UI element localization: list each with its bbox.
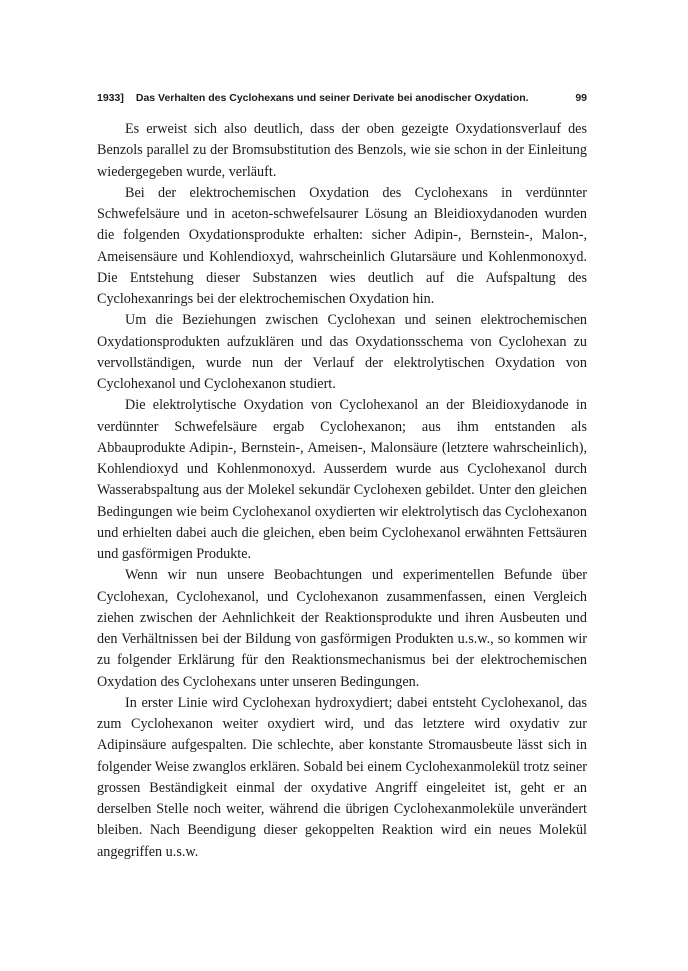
header-year: 1933] — [97, 92, 124, 104]
paragraph: Bei der elektrochemischen Oxydation des Cyclohexans in verdünnter Schwefelsäure und in aceton-schwefelsaurer Lösung an Bleidioxydanoden wurden die folgenden Oxydationsprodukte erhalten: sicher Adipin-, Bernstein-, Malon-, Ameisensäure und Kohlendioxyd, wahrscheinlich Glutarsäure und Kohlenmonoxyd. Die Entstehung dieser Substanzen wies deutlich auf die Aufspaltung des Cyclohexanrings bei der elektrochemischen Oxydation hin. — [97, 184, 587, 307]
body-text — [97, 119, 587, 863]
running-title: Das Verhalten des Cyclohexans und seiner Derivate bei anodischer Oxydation. — [135, 92, 529, 104]
paragraph: Die elektrolytische Oxydation von Cyclohexanol an der Bleidioxydanode in verdünnter Schwefelsäure ergab Cyclohexanon; aus ihm entstanden als Abbauprodukte Adipin-, Bernstein-, Ameisen-, Malonsäure (letztere wahrscheinlich), Kohlendioxyd und Kohlenmonoxyd. Ausserdem wurde aus Cyclohexanol durch Wasserabspaltung aus der Molekel sekundär Cyclohexen gebildet. Unter den gleichen Bedingungen wie beim Cyclohexanol oxydierten wir elektrolytisch das Cyclohexanon und erhielten dabei auch die gleichen, eben beim Cyclohexanol erwähnten Fettsäuren und gasförmigen Produkte. — [97, 397, 587, 562]
paragraph: In erster Linie wird Cyclohexan hydroxydiert; dabei entsteht Cyclohexanol, das zum Cyclohexanon weiter oxydiert wird, und das letztere wird oxydativ zur Adipinsäure aufgespalten. Die schlechte, aber konstante Stromausbeute lässt sich in folgender Weise zwanglos erklären. Sobald bei einem Cyclohexanmolekül trotz seiner grossen Beständigkeit einmal der oxydative Angriff eingeleitet ist, geht er an derselben Stelle noch weiter, während die übrigen Cyclohexanmoleküle unverändert bleiben. Nach Beendigung dieser gekoppelten Reaktion wird ein neues Molekül angegriffen u.s.w. — [97, 694, 587, 860]
running-header — [97, 92, 587, 112]
paragraph: Wenn wir nun unsere Beobachtungen und experimentellen Befunde über Cyclohexan, Cyclohexanol, und Cyclohexanon zusammenfassen, einen Vergleich ziehen zwischen der Aehnlichkeit der Reaktionsprodukte und ihren Ausbeuten und den Verhältnissen bei der Bildung von gasförmigen Produkten u.s.w., so kommen wir zu folgender Erklärung für den Reaktionsmechanismus bei der elektrochemischen Oxydation des Cyclohexans unter unseren Bedingungen. — [97, 567, 587, 690]
paragraph: Es erweist sich also deutlich, dass der oben gezeigte Oxydationsverlauf des Benzols parallel zu der Bromsubstitution des Benzols, wie sie schon in der Einleitung wiedergegeben wurde, verläuft. — [97, 121, 587, 180]
paragraph: Um die Beziehungen zwischen Cyclohexan und seinen elektrochemischen Oxydationsprodukten aufzuklären und das Oxydationsschema von Cyclohexan zu vervollständigen, wurde nun der Verlauf der elektrolytischen Oxydation von Cyclohexanol und Cyclohexanon studiert. — [97, 312, 587, 392]
page-number: 99 — [575, 92, 587, 104]
